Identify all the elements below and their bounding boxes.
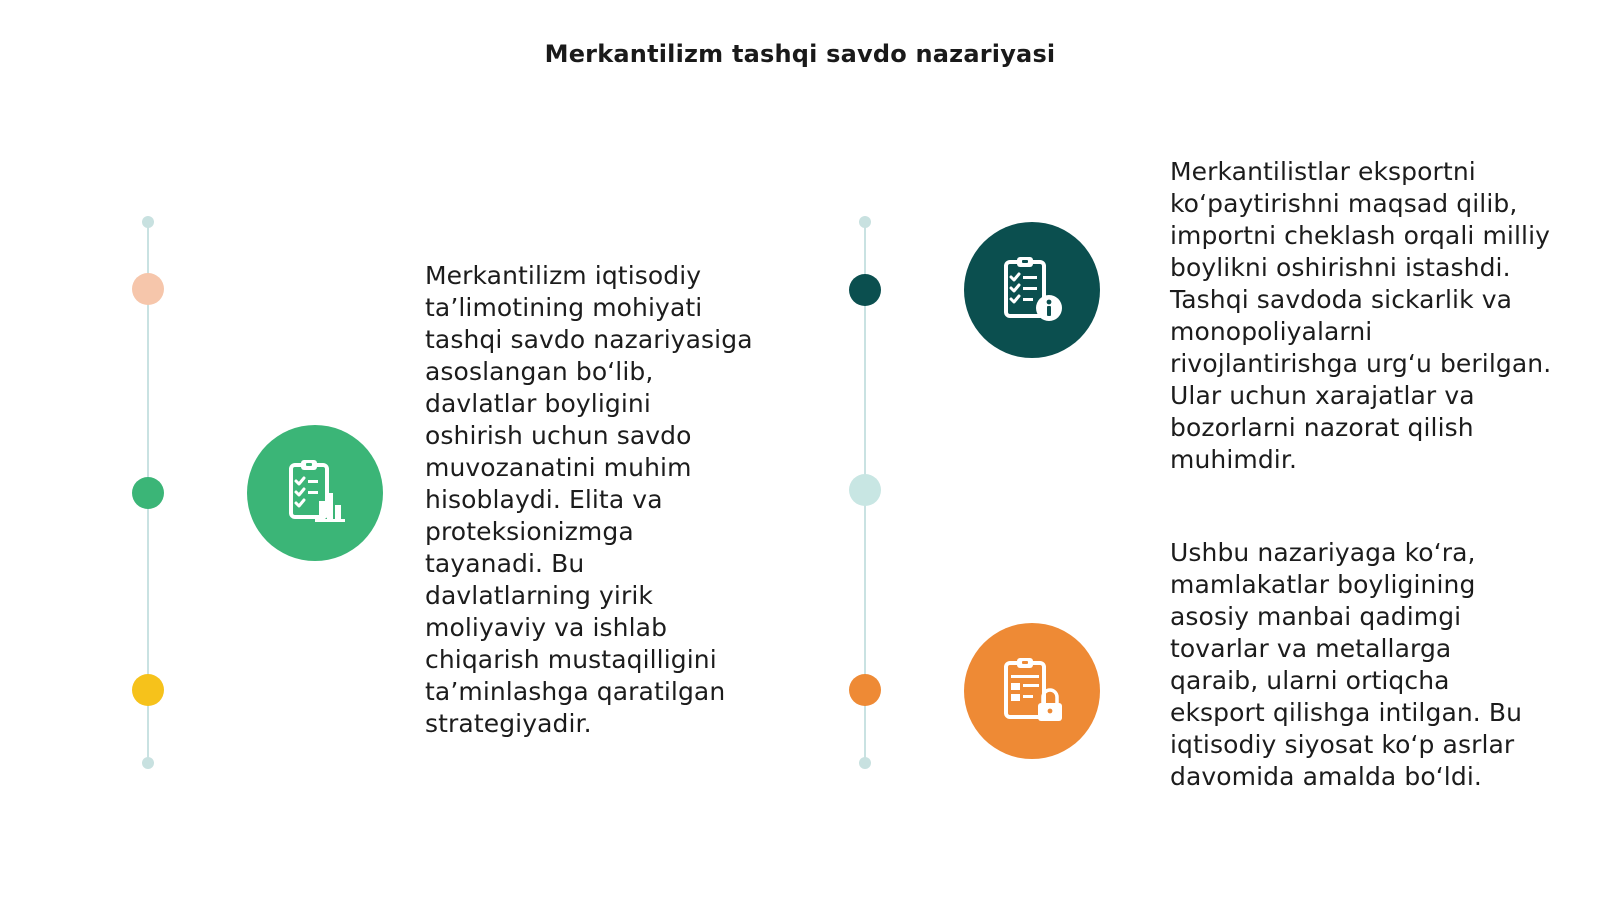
- left-timeline-node-green: [132, 477, 164, 509]
- top-right-description-text: Merkantilistlar eksportni ko‘paytirishni maqsad qilib, importni cheklash orqali milliy boylikni oshirishni istashdi. Tashqi savdoda sickarlik va monopoliyalarni rivojlantirishga urg‘u berilgan. Ular uchun xarajatlar va bozorlarni nazorat qilish muhimdir.: [1170, 157, 1552, 474]
- left-timeline-node-yellow: [132, 674, 164, 706]
- clipboard-info-icon: [994, 252, 1070, 328]
- left-description-text: Merkantilizm iqtisodiy ta’limotining mohiyati tashqi savdo nazariyasiga asoslangan bo‘lib, davlatlar boyligini oshirish uchun savdo muvozanatini muhim hisoblaydi. Elita va proteksionizmga tayanadi. Bu davlatlarning yirik moliyaviy va ishlab chiqarish mustaqilligini ta’minlashga qaratilgan strategiyadir.: [425, 261, 753, 738]
- left-timeline-node-peach: [132, 273, 164, 305]
- left-timeline-top-end-dot: [142, 216, 154, 228]
- page-title: Merkantilizm tashqi savdo nazariyasi: [544, 40, 1056, 68]
- clipboard-lock-badge: [964, 623, 1100, 759]
- left-timeline-bottom-end-dot: [142, 757, 154, 769]
- clipboard-chart-icon: [277, 455, 353, 531]
- right-timeline-node-dark-teal: [849, 274, 881, 306]
- right-timeline-node-light-teal: [849, 474, 881, 506]
- right-timeline-top-end-dot: [859, 216, 871, 228]
- clipboard-lock-icon: [994, 653, 1070, 729]
- bottom-right-description-text: Ushbu nazariyaga ko‘ra, mamlakatlar boyligining asosiy manbai qadimgi tovarlar va metallarga qaraib, ularni ortiqcha eksport qilishga intilgan. Bu iqtisodiy siyosat ko‘p asrlar davomida amalda bo‘ldi.: [1170, 538, 1523, 791]
- clipboard-chart-badge: [247, 425, 383, 561]
- right-timeline-node-orange: [849, 674, 881, 706]
- right-timeline-bottom-end-dot: [859, 757, 871, 769]
- clipboard-info-badge: [964, 222, 1100, 358]
